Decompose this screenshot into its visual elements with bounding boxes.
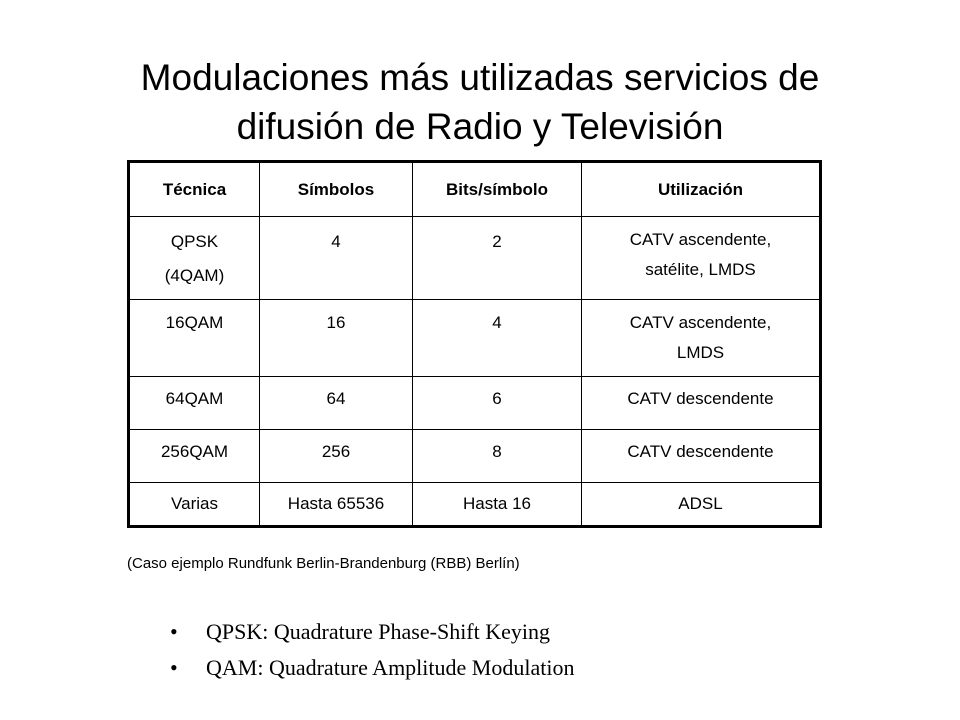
header-bits-simbolo: Bits/símbolo [413, 162, 582, 217]
bullet-icon: • [170, 619, 178, 644]
cell-bits: 6 [413, 377, 582, 430]
cell-bits: 4 [413, 300, 582, 377]
cell-text: QPSK [170, 232, 219, 251]
cell-utilizacion: CATV descendente [582, 377, 821, 430]
cell-tecnica: 64QAM [129, 377, 260, 430]
cell-utilizacion [582, 217, 821, 300]
title-line-1: Modulaciones más utilizadas servicios de [140, 56, 820, 98]
cell-utilizacion: ADSL [582, 483, 821, 527]
cell-text: satélite, LMDS [645, 260, 756, 279]
cell-bits: Hasta 16 [413, 483, 582, 527]
table-row [129, 217, 821, 300]
acronym-notes [170, 614, 574, 686]
header-simbolos: Símbolos [260, 162, 413, 217]
cell-simbolos: 4 [260, 217, 413, 300]
cell-utilizacion: CATV descendente [582, 430, 821, 483]
note-text: QAM: Quadrature Amplitude Modulation [206, 655, 575, 680]
cell-text: CATV ascendente, [629, 313, 772, 332]
cell-bits: 2 [413, 217, 582, 300]
cell-bits: 8 [413, 430, 582, 483]
modulation-table [127, 160, 822, 528]
header-utilizacion: Utilización [582, 162, 821, 217]
table-row [129, 430, 821, 483]
cell-text: LMDS [676, 343, 725, 362]
cell-tecnica: 16QAM [129, 300, 260, 377]
cell-simbolos: 256 [260, 430, 413, 483]
list-item [170, 650, 574, 686]
cell-tecnica [129, 217, 260, 300]
table-row [129, 377, 821, 430]
title-line-2: difusión de Radio y Televisión [236, 105, 724, 147]
list-item [170, 614, 574, 650]
table-header-row [129, 162, 821, 217]
cell-simbolos: 64 [260, 377, 413, 430]
note-text: QPSK: Quadrature Phase-Shift Keying [206, 619, 551, 644]
table-row [129, 300, 821, 377]
header-tecnica: Técnica [129, 162, 260, 217]
cell-tecnica: Varias [129, 483, 260, 527]
cell-utilizacion [582, 300, 821, 377]
cell-text: CATV ascendente, [629, 230, 772, 249]
cell-tecnica: 256QAM [129, 430, 260, 483]
cell-text: (4QAM) [164, 266, 225, 285]
table-caption: (Caso ejemplo Rundfunk Berlin-Brandenburg (RBB) Berlín) [127, 555, 520, 572]
cell-simbolos: 16 [260, 300, 413, 377]
table-row [129, 483, 821, 527]
slide-title [40, 53, 920, 151]
bullet-icon: • [170, 655, 178, 680]
cell-simbolos: Hasta 65536 [260, 483, 413, 527]
